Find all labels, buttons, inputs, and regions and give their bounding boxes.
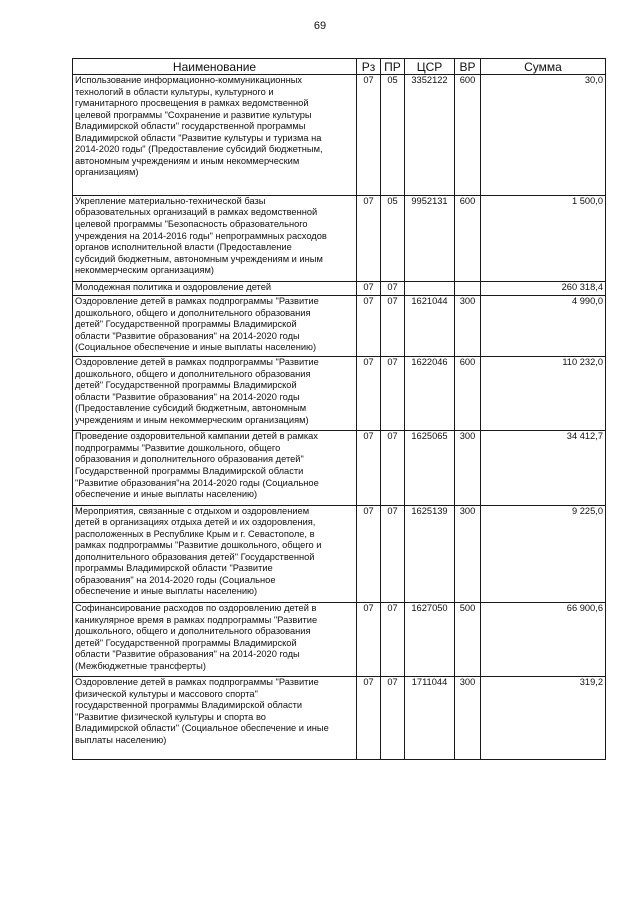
row-name-line: детей" Государственной программы Владимирской [75, 380, 297, 391]
row-csr: 9952131 [405, 195, 455, 281]
row-csr: 1622046 [405, 357, 455, 431]
row-name-line: учреждениям и иным некоммерческим организациям) [75, 414, 309, 425]
row-name-line: субсидий бюджетным, автономным учреждениям и иным [75, 253, 323, 264]
row-name-line: дошкольного, общего и дополнительного образования [75, 307, 311, 318]
row-name-line: области "Развитие образования" на 2014-2020 годы [75, 649, 300, 660]
row-name-line: "Развитие образования"на 2014-2020 годы (Социальное [75, 477, 319, 488]
row-name-line: детей" Государственной программы Владимирской [75, 637, 297, 648]
row-name-line: дошкольного, общего и дополнительного образования [75, 626, 311, 637]
row-csr: 1625065 [405, 431, 455, 505]
row-name-line: дошкольного, общего и дополнительного образования [75, 368, 311, 379]
row-sum: 9 225,0 [481, 505, 606, 602]
row-sum: 34 412,7 [481, 431, 606, 505]
row-rz: 07 [357, 296, 381, 357]
row-name-line: обеспечение и иные выплаты населению) [75, 586, 258, 597]
row-name [73, 195, 357, 281]
row-rz: 07 [357, 602, 381, 676]
row-vr: 300 [455, 505, 481, 602]
row-rz: 07 [357, 505, 381, 602]
row-csr: 1621044 [405, 296, 455, 357]
table-row [73, 281, 606, 296]
row-name-line: автономным учреждениям и иным некоммерческим [75, 155, 300, 166]
header-sum: Сумма [481, 59, 606, 75]
table-row [73, 602, 606, 676]
row-name-line: Владимирской области" государственной программы [75, 121, 306, 132]
row-vr: 600 [455, 357, 481, 431]
row-sum: 66 900,6 [481, 602, 606, 676]
row-name-line: Оздоровление детей в рамках подпрограммы "Развитие [75, 296, 319, 307]
row-name-line: (Межбюджетные трансферты) [75, 660, 206, 671]
row-name-line: детей" Государственной программы Владимирской [75, 319, 297, 330]
row-name-line: физической культуры и массового спорта" [75, 688, 258, 699]
row-name-line: выплаты населению) [75, 734, 167, 745]
row-name-line: дополнительного образования детей" Государственной [75, 551, 315, 562]
header-vr: ВР [455, 59, 481, 75]
row-pr: 05 [381, 75, 405, 196]
row-name [73, 505, 357, 602]
row-name-line: гуманитарного просвещения в рамках ведомственной [75, 98, 309, 109]
row-csr [405, 281, 455, 296]
table-row [73, 75, 606, 196]
row-csr: 1625139 [405, 505, 455, 602]
table-row [73, 296, 606, 357]
row-name-line: Государственной программы Владимирской области [75, 465, 304, 476]
row-name-line: подпрограммы "Развитие дошкольного, общего [75, 442, 281, 453]
header-csr: ЦСР [405, 59, 455, 75]
row-pr: 07 [381, 357, 405, 431]
row-pr: 07 [381, 677, 405, 759]
row-name-line: (Социальное обеспечение и иные выплаты населению) [75, 342, 317, 353]
header-rz: Рз [357, 59, 381, 75]
row-rz: 07 [357, 677, 381, 759]
row-name-line: Использование информационно-коммуникационных [75, 75, 303, 85]
row-name-line: органов исполнительной власти (Предоставление [75, 242, 292, 253]
row-pr: 07 [381, 602, 405, 676]
row-name [73, 431, 357, 505]
row-name-line: образования и дополнительного образования детей" [75, 454, 304, 465]
row-name-line: рамках подпрограммы "Развитие дошкольного, общего и [75, 540, 322, 551]
row-name [73, 296, 357, 357]
table-body [73, 75, 606, 760]
row-csr: 1627050 [405, 602, 455, 676]
row-name-line: области "Развитие образования" на 2014-2020 годы [75, 391, 300, 402]
row-name-line: каникулярное время в рамках подпрограммы "Развитие [75, 614, 318, 625]
row-name [73, 357, 357, 431]
row-name-line: (Предоставление субсидий бюджетным, автономным [75, 403, 307, 414]
row-name-line: "Развитие физической культуры и спорта во [75, 711, 266, 722]
row-rz: 07 [357, 281, 381, 296]
row-name-line: Укрепление материально-технической базы [75, 195, 266, 206]
row-name-line: целевой программы "Сохранение и развитие культуры [75, 109, 312, 120]
budget-table [72, 58, 606, 760]
row-csr: 3352122 [405, 75, 455, 196]
row-rz: 07 [357, 357, 381, 431]
page-number: 69 [313, 20, 327, 32]
table-header-row [73, 59, 606, 75]
row-vr: 300 [455, 431, 481, 505]
row-pr: 05 [381, 195, 405, 281]
table-row [73, 431, 606, 505]
row-vr: 300 [455, 677, 481, 759]
row-name-line: Проведение оздоровительной кампании детей в рамках [75, 431, 318, 442]
table-row [73, 357, 606, 431]
row-name-line: расположенных в Республике Крым и г. Севастополе, в [75, 528, 315, 539]
row-sum: 110 232,0 [481, 357, 606, 431]
row-sum: 260 318,4 [481, 281, 606, 296]
row-name-line: технологий в области культуры, культурного и [75, 86, 274, 97]
row-name-line: образования" на 2014-2020 годы (Социальное [75, 574, 276, 585]
row-name-line: целевой программы "Безопасность образовательного [75, 219, 308, 230]
row-sum: 4 990,0 [481, 296, 606, 357]
row-vr [455, 281, 481, 296]
table-row [73, 505, 606, 602]
row-name-line: государственной программы Владимирской области [75, 700, 303, 711]
row-vr: 500 [455, 602, 481, 676]
row-sum: 30,0 [481, 75, 606, 196]
row-name-line: области "Развитие образования" на 2014-2020 годы [75, 330, 300, 341]
row-name [73, 281, 357, 296]
row-rz: 07 [357, 75, 381, 196]
row-rz: 07 [357, 431, 381, 505]
row-name-line: Молодежная политика и оздоровление детей [75, 281, 272, 292]
row-pr: 07 [381, 431, 405, 505]
row-vr: 600 [455, 195, 481, 281]
row-name-line: Оздоровление детей в рамках подпрограммы "Развитие [75, 677, 319, 688]
row-name-line: обеспечение и иные выплаты населению) [75, 489, 258, 500]
row-rz: 07 [357, 195, 381, 281]
row-vr: 600 [455, 75, 481, 196]
row-sum: 1 500,0 [481, 195, 606, 281]
row-name [73, 75, 357, 196]
row-name-line: Софинансирование расходов по оздоровлению детей в [75, 602, 317, 613]
row-name-line: учреждения на 2014-2016 годы" непрограммных расходов [75, 230, 327, 241]
row-sum: 319,2 [481, 677, 606, 759]
row-name [73, 677, 357, 759]
row-csr: 1711044 [405, 677, 455, 759]
table-row [73, 677, 606, 759]
row-name-line: некоммерческим организациям) [75, 265, 214, 276]
row-name-line: Оздоровление детей в рамках подпрограммы "Развитие [75, 357, 319, 368]
row-name-line: образовательных организаций в рамках ведомственной [75, 207, 318, 218]
row-pr: 07 [381, 505, 405, 602]
row-name-line: организациям) [75, 167, 139, 178]
header-name: Наименование [73, 59, 357, 75]
row-name-line: Мероприятия, связанные с отдыхом и оздоровлением [75, 505, 310, 516]
row-name-line: Владимирской области" (Социальное обеспечение и иные [75, 723, 329, 734]
table-row [73, 195, 606, 281]
row-pr: 07 [381, 296, 405, 357]
row-name [73, 602, 357, 676]
row-pr: 07 [381, 281, 405, 296]
row-name-line: 2014-2020 годы" (Предоставление субсидий бюджетным, [75, 144, 323, 155]
row-name-line: программы Владимирской области "Развитие [75, 563, 273, 574]
header-pr: ПР [381, 59, 405, 75]
row-name-line: детей в организациях отдыха детей и их оздоровления, [75, 517, 316, 528]
row-name-line: Владимирской области "Развитие культуры и туризма на [75, 132, 322, 143]
row-vr: 300 [455, 296, 481, 357]
